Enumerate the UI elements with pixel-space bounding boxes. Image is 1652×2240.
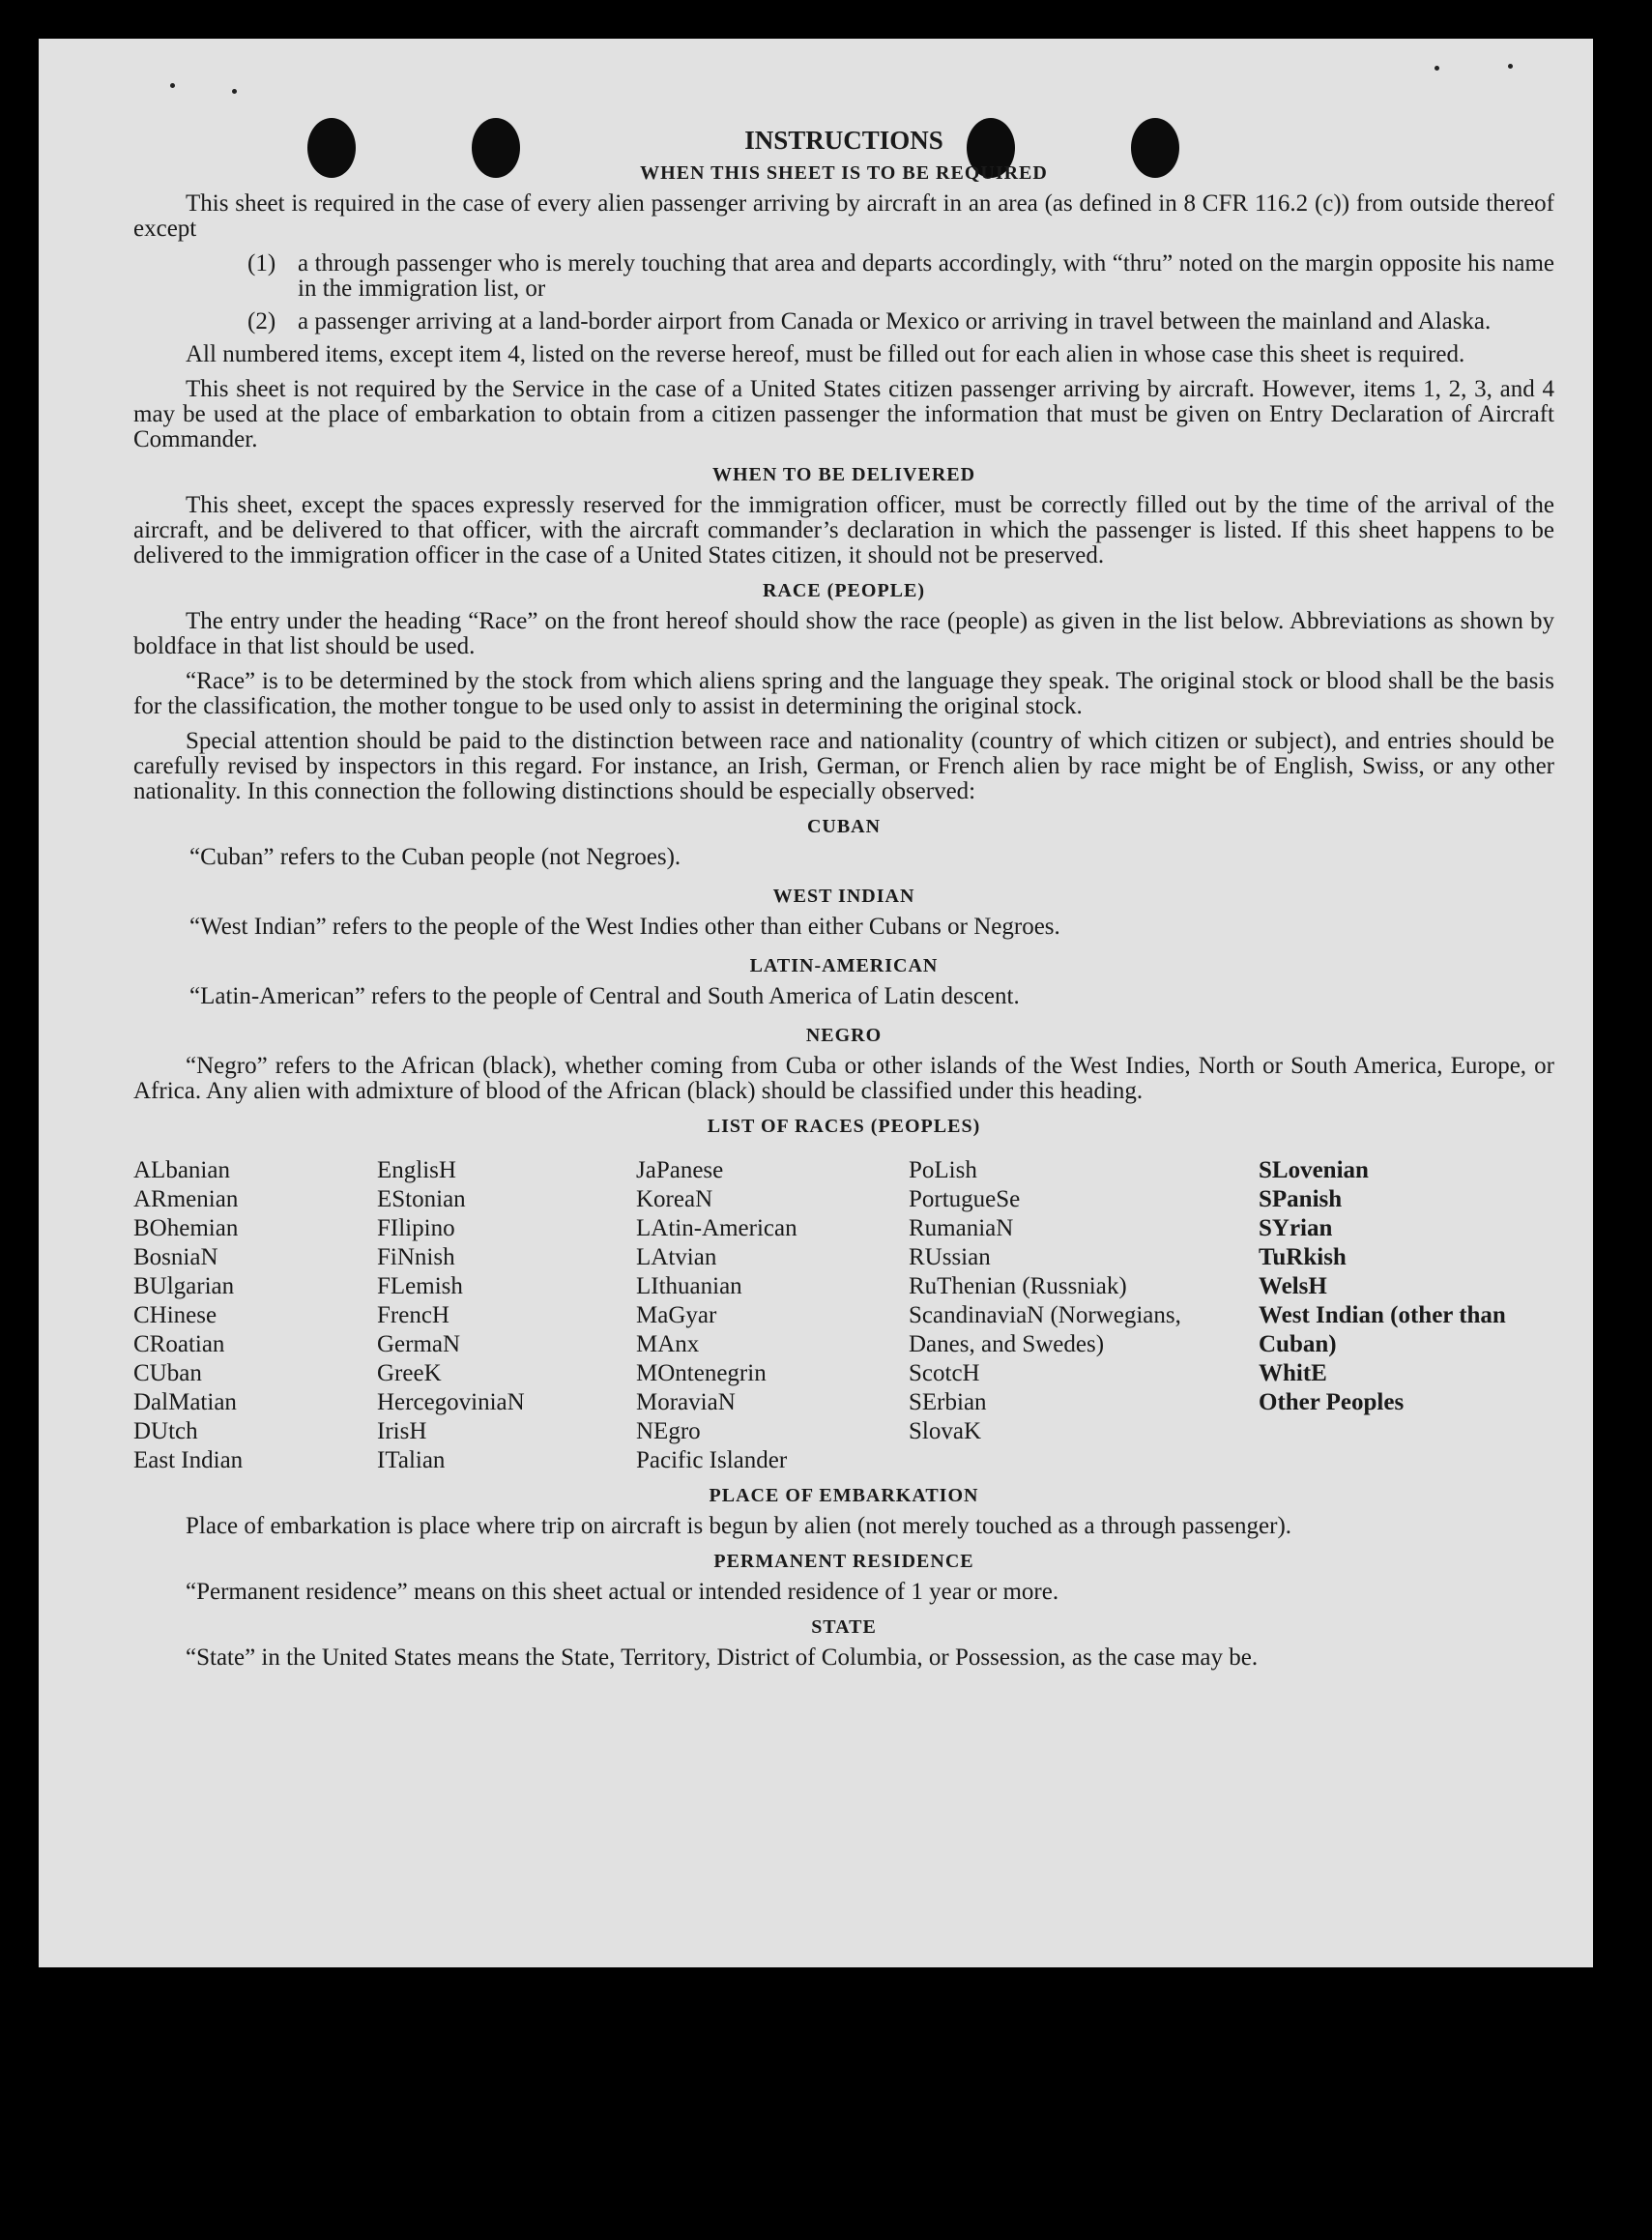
race-item: WelsH bbox=[1259, 1273, 1327, 1299]
race-column bbox=[133, 1156, 377, 1475]
race-column bbox=[1259, 1156, 1520, 1475]
paragraph: This sheet, except the spaces expressly reserved for the immigration officer, must be correctly filled out by the time of the arrival of the aircraft, and be delivered to that officer, with the aircraft commander’s declaration in which the passenger is listed. If this sheet happens to be delivered to the immigration officer in the case of a United States citizen, it should not be preserved. bbox=[133, 492, 1554, 568]
race-item: CHinese bbox=[133, 1302, 217, 1328]
instructions-content bbox=[133, 128, 1554, 1680]
section-heading: PERMANENT RESIDENCE bbox=[713, 1551, 974, 1572]
race-item: DalMatian bbox=[133, 1389, 237, 1415]
item-number: (1) bbox=[247, 250, 276, 276]
race-item: West Indian (other than Cuban) bbox=[1259, 1302, 1506, 1357]
item-text: a through passenger who is merely touching that area and departs accordingly, with “thru” noted on the margin opposite his name in the immigration list, or bbox=[298, 250, 1554, 302]
race-item: SLovenian bbox=[1259, 1157, 1369, 1183]
race-item: JaPanese bbox=[636, 1157, 724, 1183]
page-title: INSTRUCTIONS bbox=[744, 126, 943, 155]
race-item: SPanish bbox=[1259, 1186, 1343, 1212]
paragraph: “State” in the United States means the State, Territory, District of Columbia, or Possession, as the case may be. bbox=[186, 1644, 1259, 1671]
race-item: ScandinaviaN (Norwegians, Danes, and Swedes) bbox=[909, 1302, 1181, 1357]
race-item: MOntenegrin bbox=[636, 1360, 767, 1386]
race-item: FIlipino bbox=[377, 1215, 455, 1241]
race-item: GreeK bbox=[377, 1360, 442, 1386]
race-item: RumaniaN bbox=[909, 1215, 1014, 1241]
speck bbox=[1508, 64, 1513, 69]
paragraph: The entry under the heading “Race” on the front hereof should show the race (people) as given in the list below. Abbreviations as shown by boldface in that list should be used. bbox=[133, 608, 1554, 659]
race-item: RuThenian (Russniak) bbox=[909, 1273, 1127, 1299]
race-column bbox=[636, 1156, 909, 1475]
race-item: MaGyar bbox=[636, 1302, 717, 1328]
race-item: TuRkish bbox=[1259, 1244, 1347, 1270]
race-item: PoLish bbox=[909, 1157, 977, 1183]
race-item: DUtch bbox=[133, 1418, 198, 1444]
definition-text: “West Indian” refers to the people of the West Indies other than either Cubans or Negroes. bbox=[189, 914, 1060, 940]
item-number: (2) bbox=[247, 308, 276, 335]
definition-heading: CUBAN bbox=[806, 816, 882, 837]
paragraph: Place of embarkation is place where trip on aircraft is begun by alien (not merely touched as a through passenger). bbox=[186, 1513, 1292, 1539]
document-page bbox=[39, 39, 1593, 1967]
race-item: IrisH bbox=[377, 1418, 427, 1444]
paragraph: “Race” is to be determined by the stock from which aliens spring and the language they speak. The original stock or blood shall be the basis for the classification, the mother tongue to be used only to assist in determining the original stock. bbox=[133, 668, 1554, 719]
race-item: BUlgarian bbox=[133, 1273, 235, 1299]
section-heading: RACE (PEOPLE) bbox=[763, 580, 925, 601]
race-item: Other Peoples bbox=[1259, 1389, 1405, 1415]
race-item: ScotcH bbox=[909, 1360, 980, 1386]
race-item: CRoatian bbox=[133, 1331, 225, 1357]
speck bbox=[1435, 66, 1439, 71]
paragraph: All numbered items, except item 4, listed on the reverse hereof, must be filled out for each alien in whose case this sheet is required. bbox=[186, 341, 1465, 367]
paragraph: Special attention should be paid to the distinction between race and nationality (country of which citizen or subject), and entries should be carefully revised by inspectors in this regard. For instance, an Irish, German, or French alien by race might be of English, Swiss, or any other nationality. In this connection the following distinctions should be especially observed: bbox=[133, 728, 1554, 804]
race-item: GermaN bbox=[377, 1331, 461, 1357]
race-item: FLemish bbox=[377, 1273, 463, 1299]
item-text: a passenger arriving at a land-border airport from Canada or Mexico or arriving in travel between the mainland and Alaska. bbox=[298, 308, 1492, 335]
paragraph: This sheet is required in the case of every alien passenger arriving by aircraft in an area (as defined in 8 CFR 116.2 (c)) from outside thereof except bbox=[133, 190, 1554, 242]
speck bbox=[232, 89, 237, 94]
race-item: FrencH bbox=[377, 1302, 449, 1328]
numbered-item bbox=[133, 309, 1554, 335]
race-column bbox=[377, 1156, 636, 1475]
race-item: PortugueSe bbox=[909, 1186, 1021, 1212]
race-list bbox=[133, 1156, 1554, 1475]
race-item: East Indian bbox=[133, 1447, 244, 1473]
race-item: NEgro bbox=[636, 1418, 701, 1444]
numbered-item bbox=[133, 251, 1554, 302]
race-item: EStonian bbox=[377, 1186, 466, 1212]
race-item: EnglisH bbox=[377, 1157, 456, 1183]
race-item: LIthuanian bbox=[636, 1273, 742, 1299]
race-item: BOhemian bbox=[133, 1215, 239, 1241]
definition-text: “Cuban” refers to the Cuban people (not Negroes). bbox=[189, 844, 681, 870]
definition-heading: NEGRO bbox=[805, 1025, 883, 1046]
race-item: LAtin-American bbox=[636, 1215, 797, 1241]
race-item: WhitE bbox=[1259, 1360, 1327, 1386]
race-list-heading: LIST OF RACES (PEOPLES) bbox=[707, 1116, 981, 1137]
race-item: KoreaN bbox=[636, 1186, 713, 1212]
race-item: ITalian bbox=[377, 1447, 446, 1473]
race-item: LAtvian bbox=[636, 1244, 717, 1270]
section-heading: WHEN THIS SHEET IS TO BE REQUIRED bbox=[640, 162, 1048, 184]
race-item: FiNnish bbox=[377, 1244, 455, 1270]
race-column bbox=[909, 1156, 1259, 1475]
race-item: MAnx bbox=[636, 1331, 700, 1357]
section-heading: STATE bbox=[811, 1616, 877, 1638]
race-item: CUban bbox=[133, 1360, 202, 1386]
race-item: BosniaN bbox=[133, 1244, 218, 1270]
race-item: SlovaK bbox=[909, 1418, 981, 1444]
section-heading: WHEN TO BE DELIVERED bbox=[711, 464, 976, 485]
paragraph: “Permanent residence” means on this sheet actual or intended residence of 1 year or more. bbox=[186, 1579, 1059, 1605]
section-heading: PLACE OF EMBARKATION bbox=[709, 1485, 979, 1506]
race-item: SErbian bbox=[909, 1389, 987, 1415]
speck bbox=[170, 83, 175, 88]
race-item: SYrian bbox=[1259, 1215, 1333, 1241]
race-item: Pacific Islander bbox=[636, 1447, 788, 1473]
race-item: RUssian bbox=[909, 1244, 991, 1270]
race-item: HercegoviniaN bbox=[377, 1389, 525, 1415]
definition-text: “Negro” refers to the African (black), whether coming from Cuba or other islands of the West Indies, North or South America, Europe, or Africa. Any alien with admixture of blood of the African (black) should be classified under this heading. bbox=[133, 1053, 1554, 1104]
paragraph: This sheet is not required by the Service in the case of a United States citizen passenger arriving by aircraft. However, items 1, 2, 3, and 4 may be used at the place of embarkation to obtain from a citizen passenger the information that must be given on Entry Declaration of Aircraft Commander. bbox=[133, 376, 1554, 452]
race-item: ALbanian bbox=[133, 1157, 230, 1183]
definition-heading: WEST INDIAN bbox=[772, 886, 915, 907]
definition-text: “Latin-American” refers to the people of Central and South America of Latin descent. bbox=[189, 983, 1020, 1009]
race-item: ARmenian bbox=[133, 1186, 239, 1212]
definition-heading: LATIN-AMERICAN bbox=[749, 955, 939, 976]
race-item: MoraviaN bbox=[636, 1389, 736, 1415]
